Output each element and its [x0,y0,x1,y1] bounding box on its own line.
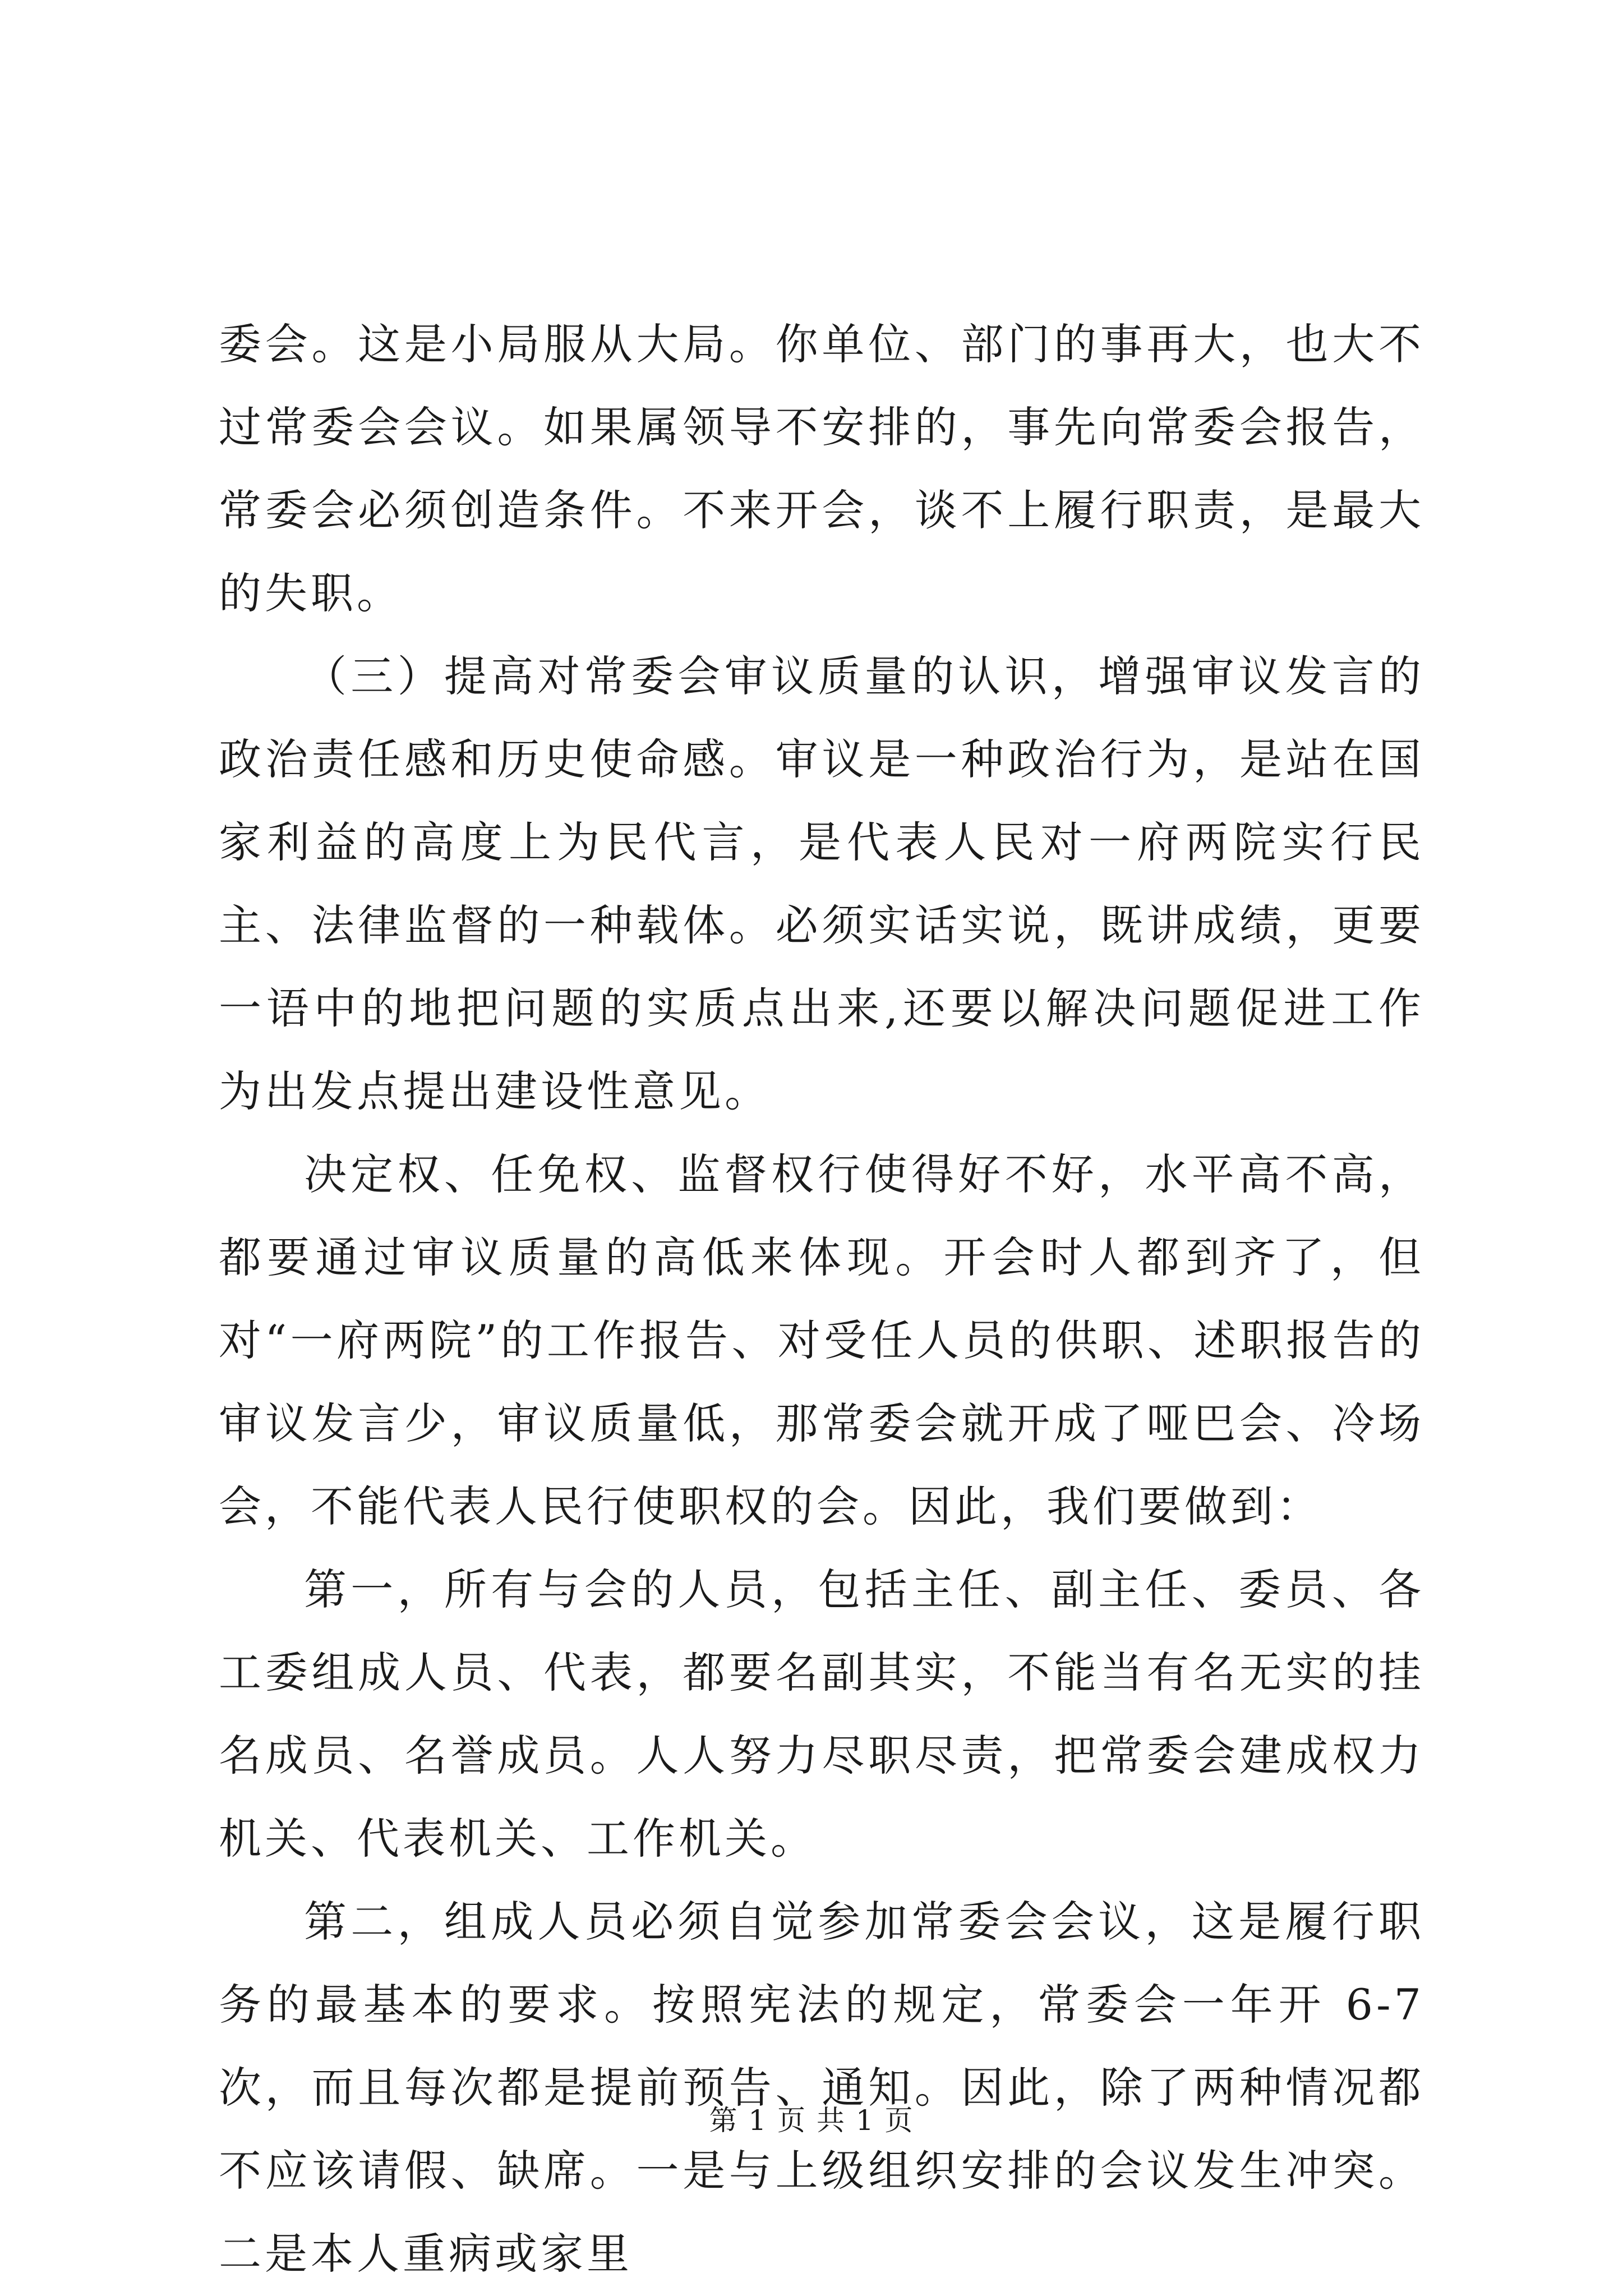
paragraph-second-point: 第二，组成人员必须自觉参加常委会会议，这是履行职务的最基本的要求。按照宪法的规定，常委会一年开 6-7 次，而且每次都是提前预告、通知。因此，除了两种情况都不应该请假、缺席。一是与上级组织安排的会议发生冲突。二是本人重病或家里 [219,1897,1424,2279]
document-body [219,303,1424,2295]
paragraph-continuation: 委会。这是小局服从大局。你单位、部门的事再大，也大不过常委会会议。如果属领导不安排的，事先向常委会报告，常委会必须创造条件。不来开会，谈不上履行职责，是最大的失职。 [219,319,1424,618]
paragraph-section-three: （三）提高对常委会审议质量的认识，增强审议发言的政治责任感和历史使命感。审议是一种政治行为，是站在国家利益的高度上为民代言，是代表人民对一府两院实行民主、法律监督的一种载体。必须实话实说，既讲成绩，更要一语中的地把问题的实质点出来,还要以解决问题促进工作为出发点提出建设性意见。 [219,651,1424,1116]
page-footer: 第 1 页 共 1 页 [709,2104,914,2137]
paragraph-first-point: 第一，所有与会的人员，包括主任、副主任、委员、各工委组成人员、代表，都要名副其实，不能当有名无实的挂名成员、名誉成员。人人努力尽职尽责，把常委会建成权力机关、代表机关、工作机关。 [219,1565,1424,1864]
paragraph-decision-power: 决定权、任免权、监督权行使得好不好，水平高不高，都要通过审议质量的高低来体现。开会时人都到齐了，但对“一府两院”的工作报告、对受任人员的供职、述职报告的审议发言少，审议质量低，那常委会就开成了哑巴会、冷场会，不能代表人民行使职权的会。因此，我们要做到： [219,1149,1424,1531]
